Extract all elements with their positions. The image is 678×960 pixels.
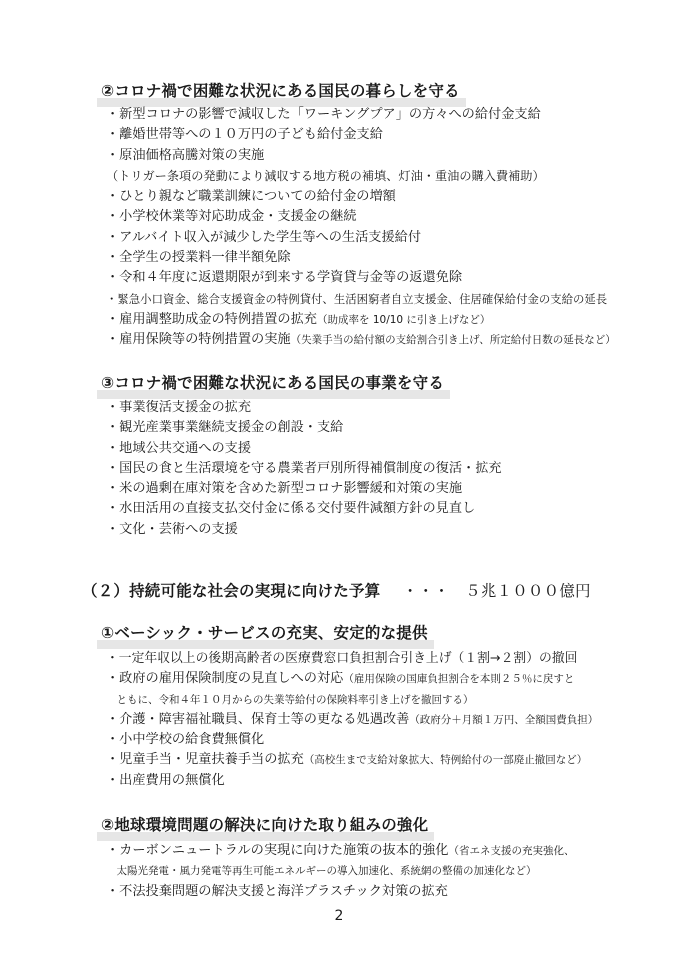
list-item: ・ひとり親など職業訓練についての給付金の増額	[106, 189, 396, 205]
list-item: ・文化・芸術への支援	[106, 521, 238, 537]
list-item: ・雇用保険等の特例措置の実施（失業手当の給付額の支給割合引き上げ、所定給付日数の延長など）	[106, 332, 616, 348]
list-item: ・小学校休業等対応助成金・支援金の継続	[106, 209, 357, 225]
list-item: ・地域公共交通への支援	[106, 440, 252, 456]
list-item: ・令和４年度に返還期限が到来する学資貸与金等の返還免除	[106, 270, 463, 286]
list-item: ・カーボンニュートラルの実現に向けた施策の抜本的強化（省エネ支援の充実強化、	[106, 843, 575, 858]
list-item: ・離婚世帯等への１０万円の子ども給付金支給	[106, 127, 383, 143]
list-item: ・米の過剰在庫対策を含めた新型コロナ影響緩和対策の実施	[106, 481, 463, 497]
list-item: ・原油価格高騰対策の実施	[106, 147, 265, 163]
section-heading-livelihood	[101, 79, 460, 101]
section-heading-basic-services	[101, 621, 428, 643]
list-item: ・一定年収以上の後期高齢者の医療費窓口負担割合引き上げ（１割→２割）の撤回	[106, 651, 578, 666]
list-item: ・国民の食と生活環境を守る農業者戸別所得補償制度の復活・拡充	[106, 460, 502, 476]
environment-list	[106, 841, 574, 902]
list-item-continued: ともに、令和４年１０月からの失業等給付の保険料率引き上げを撤回する）	[106, 693, 474, 706]
section-heading-environment	[101, 813, 428, 835]
list-item: ・政府の雇用保険制度の見直しへの対応（雇用保険の国庫負担割合を本則２５％に戻すと	[106, 671, 575, 687]
list-item: ・観光産業事業継続支援金の創設・支給	[106, 420, 344, 436]
list-item: ・出産費用の無償化	[106, 772, 225, 788]
list-item-continued: 太陽光発電・風力発電等再生可能エネルギーの導入加速化、系統網の整備の加速化など）	[106, 865, 537, 878]
list-item: ・小中学校の給食費無償化	[106, 732, 265, 748]
list-item: ・事業復活支援金の拡充	[106, 400, 252, 415]
heading-text: ③コロナ禍で困難な状況にある国民の事業を守る	[101, 374, 445, 392]
heading-text: ②コロナ禍で困難な状況にある国民の暮らしを守る	[101, 82, 460, 100]
heading-text: ②地球環境問題の解決に向けた取り組みの強化	[101, 816, 429, 834]
heading-text: ①ベーシック・サービスの充実、安定的な提供	[101, 624, 428, 642]
budget-amount: ・・・ ５兆１０００億円	[402, 582, 591, 600]
budget-title: （２）持続可能な社会の実現に向けた予算	[82, 582, 381, 600]
list-item: ・緊急小口資金、総合支援資金の特例貸付、生活困窮者自立支援金、住居確保給付金の支給の延長	[106, 291, 608, 306]
list-item: ・介護・障害福祉職員、保育士等の更なる処遇改善（政府分＋月額１万円、全額国費負担）	[106, 711, 599, 727]
list-item: ・児童手当・児童扶養手当の拡充（高校生まで支給対象拡大、特例給付の一部廃止撤回など）	[106, 752, 588, 768]
page-number: 2	[334, 908, 344, 924]
list-item-subnote: （トリガー条項の発動により減収する地方税の補填、灯油・重油の購入費補助）	[106, 168, 545, 183]
business-list	[106, 398, 502, 540]
basic-services-list	[106, 649, 598, 791]
list-item: ・アルバイト収入が減少した学生等への生活支援給付	[106, 229, 422, 245]
budget-heading	[82, 579, 591, 601]
list-item: ・新型コロナの影響で減収した「ワーキングプア」の方々への給付金支給	[106, 107, 541, 122]
list-item: ・不法投棄問題の解決支援と海洋プラスチック対策の拡充	[106, 883, 448, 899]
livelihood-list	[106, 105, 616, 351]
section-heading-business	[101, 371, 444, 393]
list-item: ・水田活用の直接支払交付金に係る交付要件減額方針の見直し	[106, 501, 476, 517]
list-item: ・全学生の授業料一律半額免除	[106, 250, 291, 266]
list-item: ・雇用調整助成金の特例措置の拡充（助成率を 10/10 に引き上げなど）	[106, 311, 491, 327]
